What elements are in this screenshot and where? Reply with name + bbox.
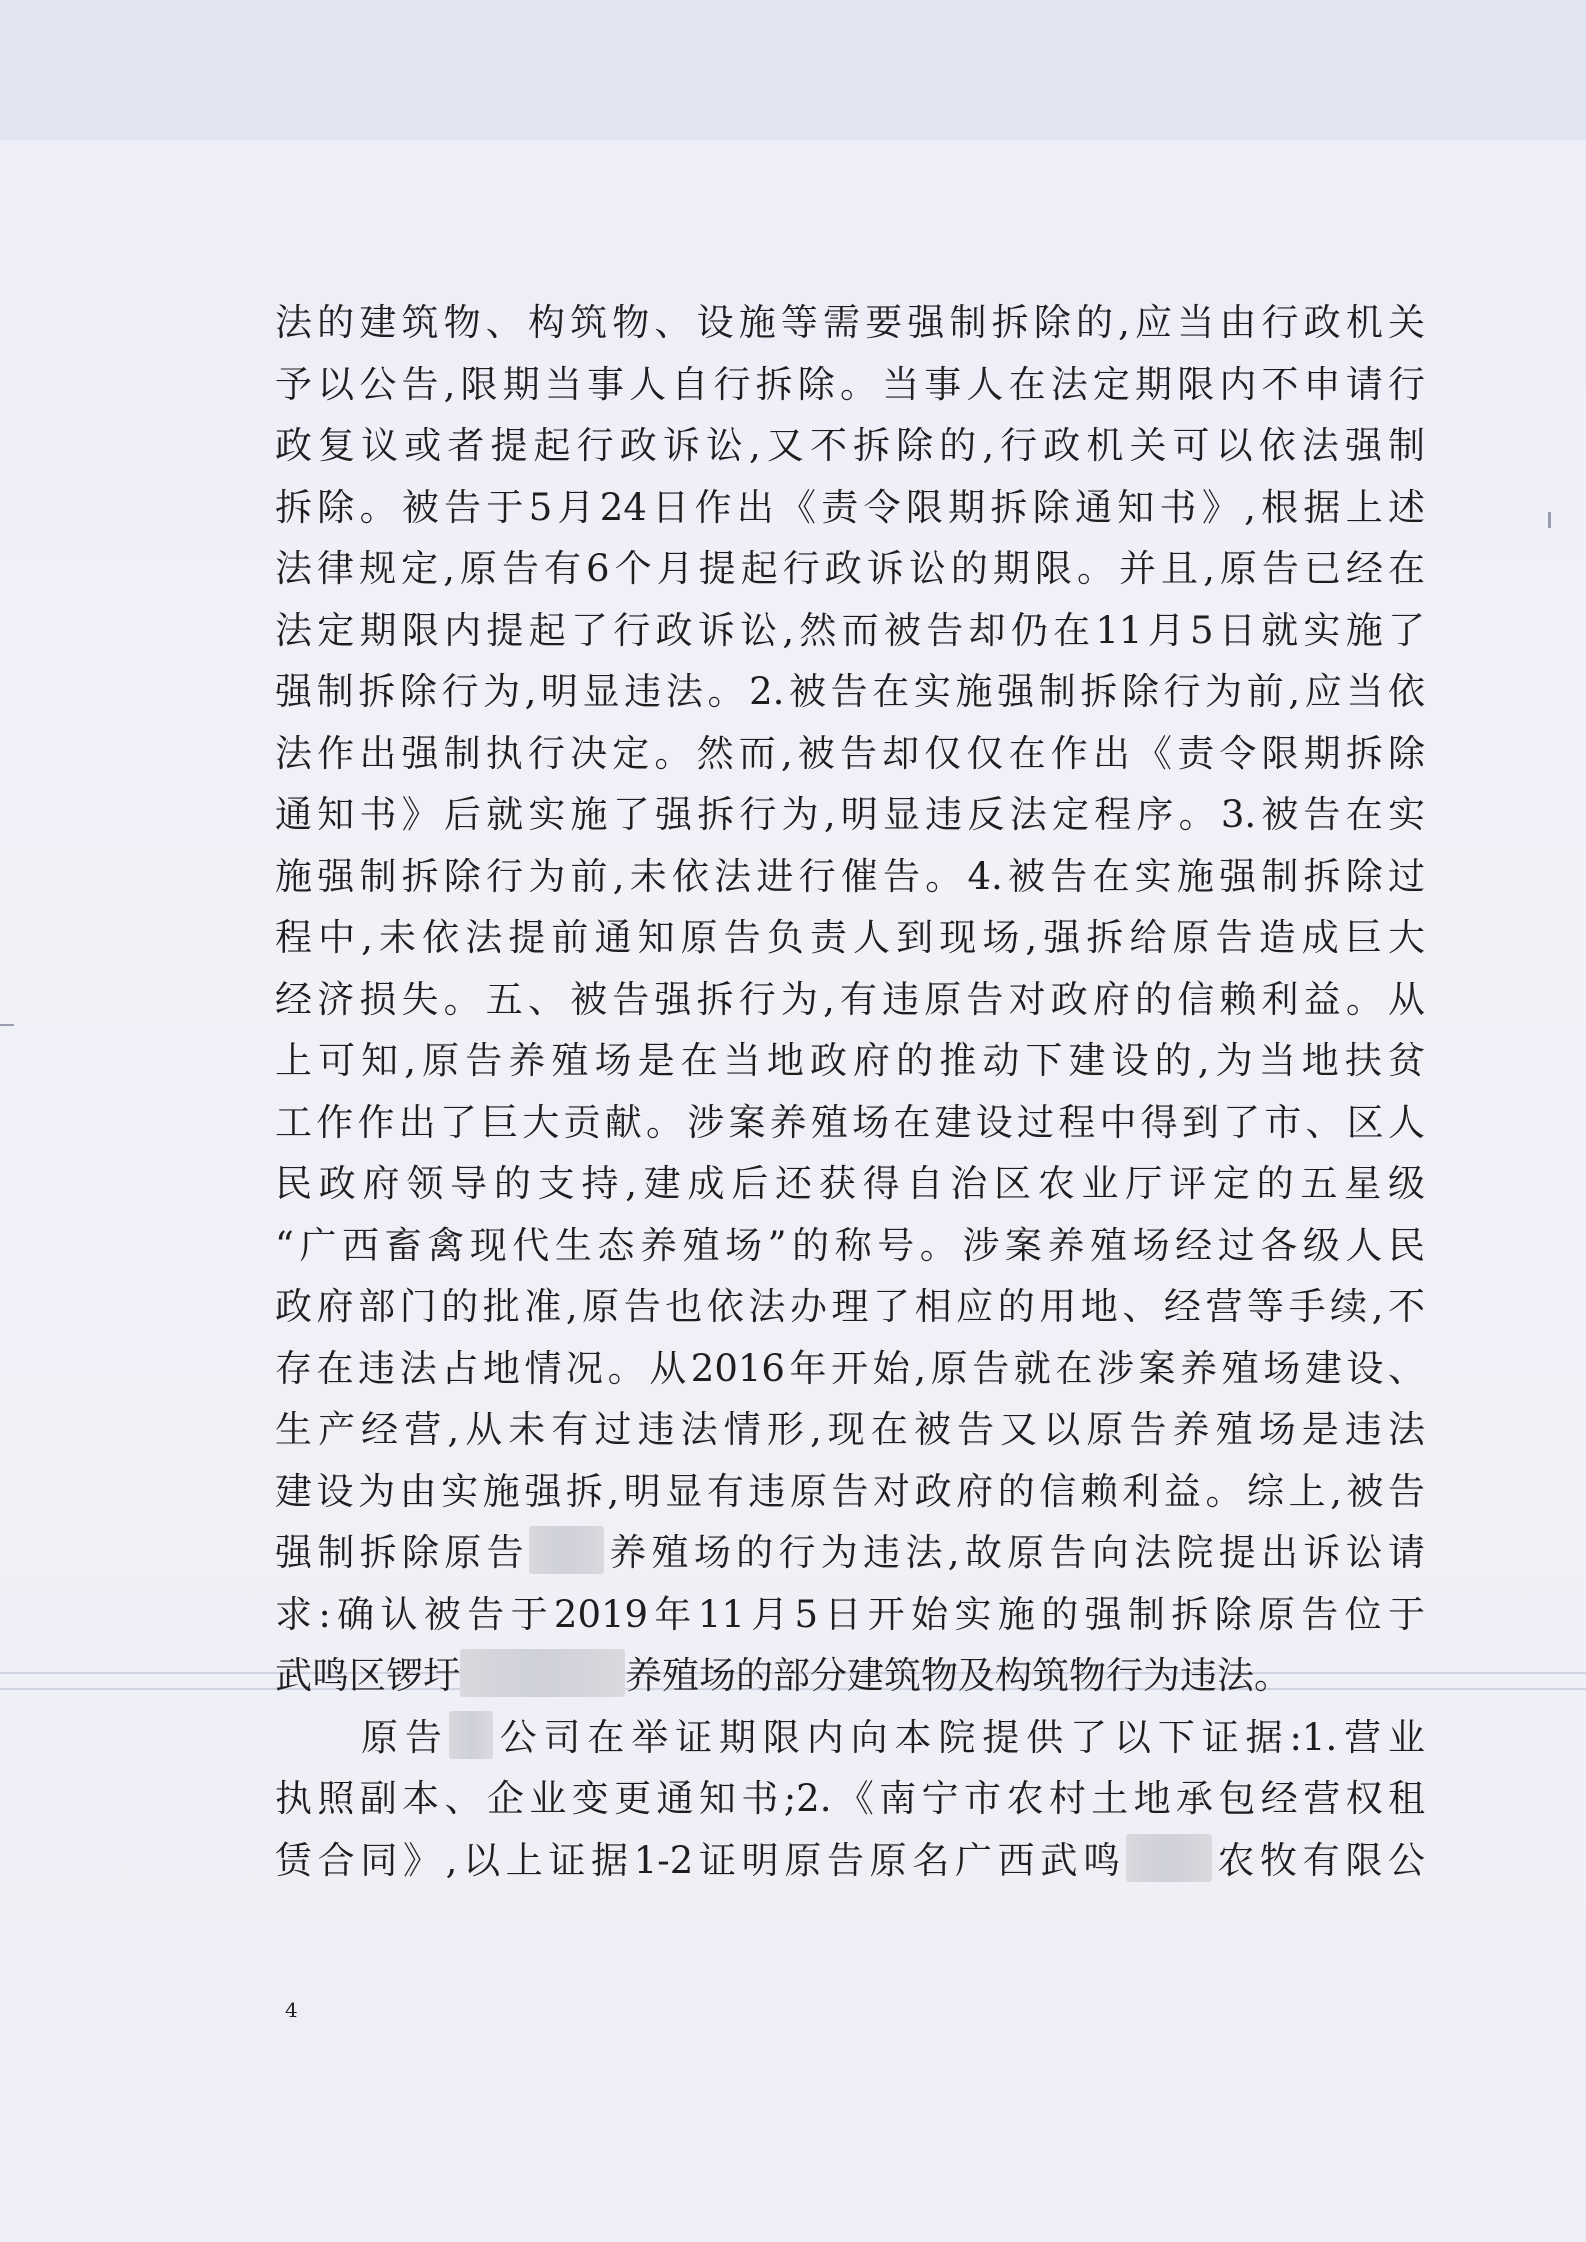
text-line-25	[275, 1830, 1425, 1892]
text-fragment: 赁合同》,以上证据1-2证明原告原名广西武鸣	[275, 1838, 1126, 1882]
text-line-0: 法的建筑物、构筑物、设施等需要强制拆除的,应当由行政机关	[275, 301, 1425, 344]
text-line-11: 经济损失。五、被告强拆行为,有违原告对政府的信赖利益。从	[275, 977, 1425, 1021]
text-fragment: 养殖场的部分建筑物及构筑物行为违法。	[625, 1654, 1291, 1697]
text-line-3: 拆除。被告于5月24日作出《责令限期拆除通知书》,根据上述	[275, 485, 1425, 529]
text-line-6: 强制拆除行为,明显违法。2.被告在实施强制拆除行为前,应当依	[275, 670, 1425, 713]
text-lines	[275, 292, 1425, 1522]
text-line-24: 执照副本、企业变更通知书;2.《南宁市农村土地承包经营权租	[275, 1777, 1425, 1820]
text-line-5: 法定期限内提起了行政诉讼,然而被告却仍在11月5日就实施了	[275, 608, 1425, 652]
text-line-12: 上可知,原告养殖场是在当地政府的推动下建设的,为当地扶贫	[275, 1039, 1425, 1082]
text-line-1: 予以公告,限期当事人自行拆除。当事人在法定期限内不申请行	[275, 362, 1425, 406]
text-line-17: 存在违法占地情况。从2016年开始,原告就在涉案养殖场建设、	[275, 1346, 1425, 1390]
text-line-2: 政复议或者提起行政诉讼,又不拆除的,行政机关可以依法强制	[275, 424, 1425, 467]
text-line-20	[275, 1522, 1425, 1584]
text-line-7: 法作出强制执行决定。然而,被告却仅仅在作出《责令限期拆除	[275, 731, 1425, 775]
text-line-14: 民政府领导的支持,建成后还获得自治区农业厅评定的五星级	[275, 1162, 1425, 1205]
text-line-23	[275, 1707, 1425, 1769]
text-line-15: “广西畜禽现代生态养殖场”的称号。涉案养殖场经过各级人民	[275, 1223, 1425, 1267]
text-line-9: 施强制拆除行为前,未依法进行催告。4.被告在实施强制拆除过	[275, 854, 1425, 898]
text-fragment: 武鸣区锣圩	[275, 1654, 460, 1697]
text-line-16: 政府部门的批准,原告也依法办理了相应的用地、经营等手续,不	[275, 1285, 1425, 1328]
redaction-block	[529, 1526, 604, 1574]
text-line-18: 生产经营,从未有过违法情形,现在被告又以原告养殖场是违法	[275, 1408, 1425, 1451]
document-body	[275, 292, 1425, 1891]
edge-mark-left	[0, 1024, 14, 1026]
text-fragment: 农牧有限公	[1211, 1838, 1425, 1882]
scan-bleed-top	[0, 0, 1586, 140]
text-line-22	[275, 1645, 1425, 1707]
text-fragment: 公司在举证期限内向本院提供了以下证据:1.营业	[492, 1715, 1425, 1759]
page-number: 4	[285, 1998, 298, 2022]
text-fragment: 养殖场的行为违法,故原告向法院提出诉讼请	[603, 1531, 1425, 1574]
text-line-19: 建设为由实施强拆,明显有违原告对政府的信赖利益。综上,被告	[275, 1469, 1425, 1513]
text-line-13: 工作作出了巨大贡献。涉案养殖场在建设过程中得到了市、区人	[275, 1100, 1425, 1144]
edge-mark-right	[1548, 512, 1551, 528]
text-line-8: 通知书》后就实施了强拆行为,明显违反法定程序。3.被告在实	[275, 793, 1425, 836]
redaction-block	[449, 1711, 493, 1759]
text-line-4: 法律规定,原告有6个月提起行政诉讼的期限。并且,原告已经在	[275, 547, 1425, 590]
text-line-21: 求:确认被告于2019年11月5日开始实施的强制拆除原告位于	[275, 1592, 1425, 1636]
text-fragment: 强制拆除原告	[275, 1531, 529, 1574]
redaction-block	[460, 1649, 625, 1697]
text-line-10: 程中,未依法提前通知原告负责人到现场,强拆给原告造成巨大	[275, 916, 1425, 959]
redaction-block	[1126, 1834, 1212, 1882]
text-fragment: 原告	[361, 1715, 449, 1759]
